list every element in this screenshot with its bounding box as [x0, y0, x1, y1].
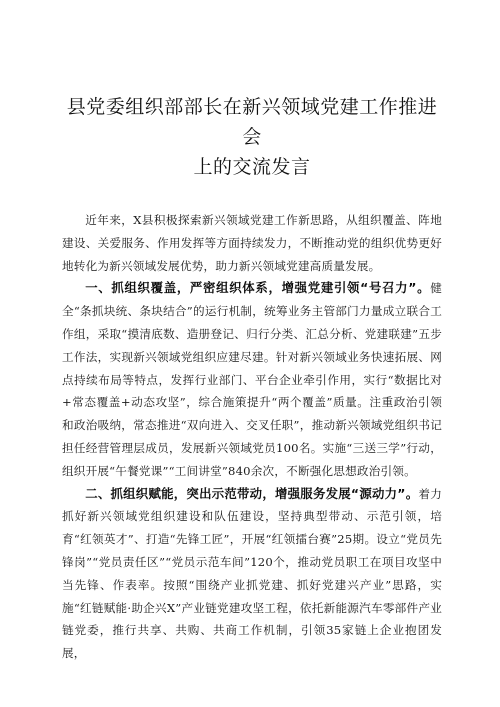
document-title [62, 92, 442, 182]
title-line-2: 上的交流发言 [193, 156, 311, 178]
document-body [62, 209, 442, 665]
section-2-paragraph [62, 483, 442, 665]
section-2-body: 着力抓好新兴领域党组织建设和队伍建设，坚持典型带动、示范引领，培育“红领英才”、打造“先锋工匠”，开展“红领擂台赛”25期。设立“党员先锋岗”“党员责任区”“党员示范车间”120个，推动党员职工在项目攻坚中当先锋、作表率。按照“围绕产业抓党建、抓好党建兴产业”思路，实施“红链赋能·助企兴X”产业链党建攻坚工程，依托新能源汽车零部件产业链党委，推行共享、共购、共商工作机制，引领35家链上企业抱团发展， [62, 486, 442, 661]
title-line-1: 县党委组织部部长在新兴领域党建工作推进会 [66, 96, 438, 148]
section-1-body: 健全“条抓块统、条块结合”的运行机制，统筹业务主管部门力量成立联合工作组，采取“摸清底数、造册登记、归行分类、汇总分析、党建联建”五步工作法，实现新兴领域党组织应建尽建。针对新兴领域业务快速拓展、网点持续布局等特点，发挥行业部门、平台企业牵引作用，实行“数据比对+常态覆盖+动态攻坚”，综合施策提升“两个覆盖”质量。注重政治引领和政治吸纳，常态推进“双向进入、交叉任职”，推动新兴领域党组织书记担任经营管理层成员，发展新兴领域党员100名。实施“三送三学”行动，组织开展“午餐党课”“工间讲堂”840余次，不断强化思想政治引领。 [62, 281, 442, 478]
section-1-paragraph [62, 277, 442, 482]
section-2-heading: 二、抓组织赋能，突出示范带动，增强服务发展“源动力”。 [85, 485, 419, 501]
intro-paragraph: 近年来，X县积极探索新兴领域党建工作新思路，从组织覆盖、阵地建设、关爱服务、作用发挥等方面持续发力，不断推动党的组织优势更好地转化为新兴领域发展优势，助力新兴领域党建高质量发展。 [62, 213, 442, 273]
section-1-heading: 一、抓组织覆盖，严密组织体系，增强党建引领“号召力”。 [85, 280, 431, 296]
